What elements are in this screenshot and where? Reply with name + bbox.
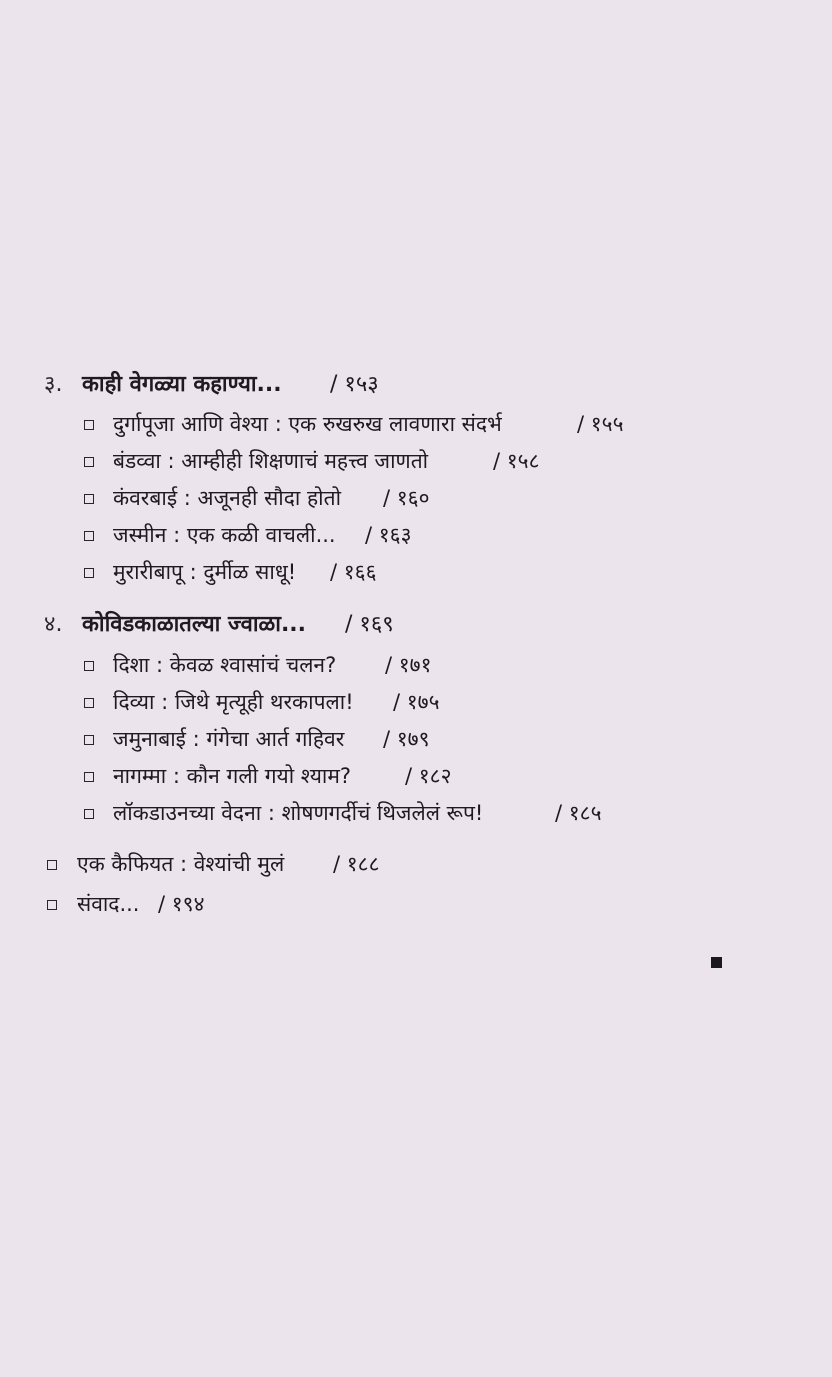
- item-page: / १५५: [577, 412, 624, 436]
- checkbox-square-icon: [84, 661, 94, 671]
- item-title: मुरारीबापू : दुर्मीळ साधू!: [113, 560, 297, 584]
- item-title: लॉकडाउनच्या वेदना : शोषणगर्दीचं थिजलेलं रूप!: [113, 801, 484, 825]
- checkbox-square-icon: [84, 735, 94, 745]
- section-title[interactable]: कोविडकाळातल्या ज्वाळा...: [82, 612, 307, 637]
- checkbox-square-icon: [84, 698, 94, 708]
- item-page: / १६०: [383, 486, 430, 510]
- item-title: दिशा : केवळ श्वासांचं चलन?: [113, 653, 337, 677]
- item-title: एक कैफियत : वेश्यांची मुलं: [77, 852, 285, 876]
- checkbox-square-icon: [84, 772, 94, 782]
- checkbox-square-icon: [84, 420, 94, 430]
- item-title: बंडव्वा : आम्हीही शिक्षणाचं महत्त्व जाणतो: [113, 449, 429, 473]
- section-page: / १६९: [345, 612, 394, 637]
- checkbox-square-icon: [84, 809, 94, 819]
- checkbox-square-icon: [84, 494, 94, 504]
- item-page: / १८८: [333, 852, 380, 876]
- item-title: कंवरबाई : अजूनही सौदा होतो: [113, 486, 342, 510]
- item-page: / १५८: [493, 449, 540, 473]
- end-square-icon: [711, 957, 722, 968]
- checkbox-square-icon: [47, 860, 57, 870]
- checkbox-square-icon: [84, 531, 94, 541]
- item-title: दिव्या : जिथे मृत्यूही थरकापला!: [113, 690, 354, 714]
- item-title: संवाद...: [77, 892, 140, 916]
- item-title: नागम्मा : कौन गली गयो श्याम?: [113, 764, 352, 788]
- section-title[interactable]: काही वेगळ्या कहाण्या...: [82, 372, 282, 397]
- item-page: / १९४: [158, 892, 205, 916]
- item-title: जस्मीन : एक कळी वाचली...: [113, 523, 336, 547]
- item-title: दुर्गापूजा आणि वेश्या : एक रुखरुख लावणारा संदर्भ: [113, 412, 502, 436]
- item-title: जमुनाबाई : गंगेचा आर्त गहिवर: [113, 727, 345, 751]
- item-page: / १६३: [365, 523, 412, 547]
- section-page: / १५३: [330, 372, 379, 397]
- section-number: ४.: [44, 612, 63, 637]
- item-page: / १७९: [383, 727, 430, 751]
- item-page: / १८५: [555, 801, 602, 825]
- checkbox-square-icon: [84, 568, 94, 578]
- item-page: / १७१: [385, 653, 432, 677]
- section-number: ३.: [44, 372, 63, 397]
- item-page: / १८२: [405, 764, 452, 788]
- checkbox-square-icon: [47, 900, 57, 910]
- checkbox-square-icon: [84, 457, 94, 467]
- item-page: / १६६: [330, 560, 377, 584]
- item-page: / १७५: [393, 690, 440, 714]
